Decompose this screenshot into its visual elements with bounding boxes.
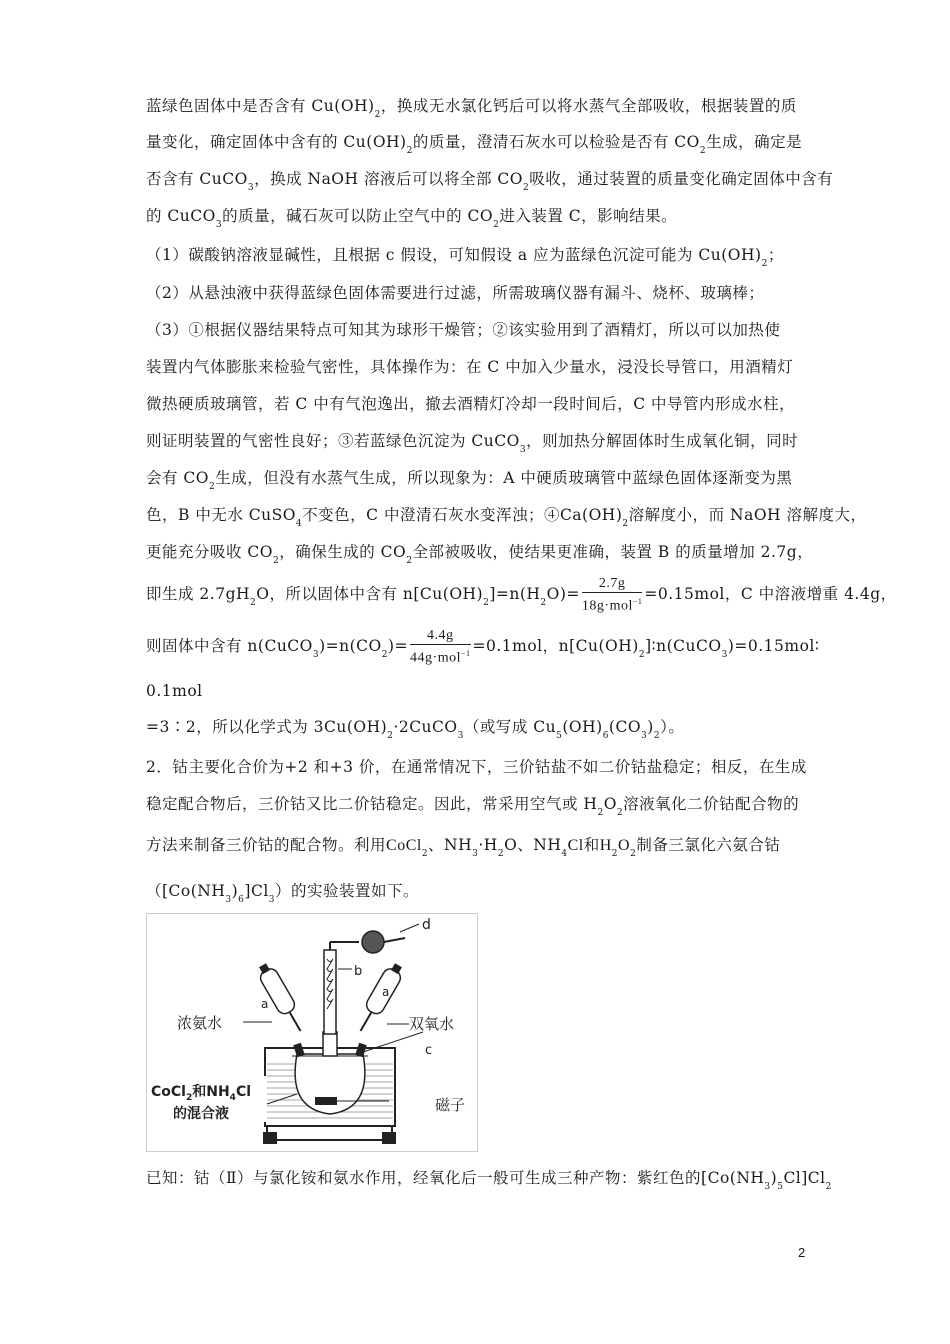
text-line: 微热硬质玻璃管，若 C 中有气泡逸出，撤去酒精灯冷却一段时间后，C 中导管内形成水柱， — [146, 395, 796, 413]
flask-neck-left — [297, 1044, 301, 1056]
text-line: 方法来制备三价钴的配合物。利用CoCl$_2$、$NH_3\cdot H_2O$、$NH_4Cl$和$H_2O_2$制备三氯化六氨合钴 — [146, 836, 781, 859]
apparatus-figure — [146, 913, 478, 1152]
text-line: $([Co(NH_3)_6]Cl_3)$的实验装置如下。 — [146, 882, 420, 905]
drying-tube-outlet — [384, 938, 405, 942]
text-line: =3∶2，所以化学式为 $3Cu(OH)_2\cdot 2CuCO_3$（或写成 $Cu_5(OH)_6(CO_3)_2$）。 — [146, 718, 685, 741]
mixture-label-line1: CoCl$_2$和$NH_4Cl$ — [151, 1084, 252, 1103]
text-line-fraction: 即生成 $2.7gH_2O$，所以固体中含有 $n[Cu(OH)_2]=n(H_2O)=$ $\frac{2.7g}{18g\cdot mol^{-1}}$ =0.15mol，C 中溶液增重 4.4g， — [146, 576, 897, 614]
text-line: 已知：钴（Ⅱ）与氯化铵和氨水作用，经氧化后一般可生成三种产物：紫红色的$[Co(NH_3)_5Cl]Cl_2$ — [146, 1169, 832, 1192]
page-number: 2 — [798, 1245, 806, 1260]
fraction: $\frac{2.7g}{18g\cdot mol^{-1}}$ — [581, 576, 643, 614]
flask-neck-center — [323, 1032, 337, 1056]
text-line-fraction: 则固体中含有 $n(CuCO_3)=n(CO_2)=$ $\frac{4.4g}{44g\cdot mol^{-1}}$ =0.1mol，$n[Cu(OH)_2]∶n(CuCO_3)=0.15mol∶$ — [146, 628, 820, 666]
label-a-left: a — [261, 997, 269, 1011]
text-line: 量变化，确定固体中含有的 $Cu(OH)_2$的质量，澄清石灰水可以检验是否有 $CO_2$生成，确定是 — [146, 133, 803, 156]
stir-bar — [315, 1097, 337, 1105]
text-line: 否含有 CuCO$_3$，换成 NaOH 溶液后可以将全部 $CO_2$吸收，通过装置的质量变化确定固体中含有 — [146, 170, 834, 193]
apparatus-diagram — [147, 914, 477, 1151]
text-line: 装置内气体膨胀来检验气密性，具体操作为：在 C 中加入少量水，浸没长导管口，用酒精灯 — [146, 358, 794, 376]
text-line: 色，B 中无水 CuSO$_4$不变色，C 中澄清石灰水变浑浊；$④Ca(OH)_2$溶解度小，而 NaOH 溶解度大， — [146, 506, 867, 529]
label-d: d — [422, 917, 431, 933]
mixture-label-line2: 的混合液 — [173, 1106, 229, 1122]
heater-foot — [382, 1132, 396, 1144]
left-funnel-label: 浓氨水 — [177, 1014, 223, 1032]
fraction: $\frac{4.4g}{44g\cdot mol^{-1}}$ — [410, 628, 471, 666]
text-line: 更能充分吸收 $CO_2$，确保生成的 $CO_2$全部被吸收，使结果更准确，装置 B 的质量增加 2.7g， — [146, 543, 814, 566]
heater-foot — [263, 1132, 277, 1144]
label-a-right: a — [382, 985, 390, 999]
text-line: 蓝绿色固体中是否含有 $Cu(OH)_2$，换成无水氯化钙后可以将水蒸气全部吸收，根据装置的质 — [146, 97, 797, 120]
text-line: 的 CuCO$_3$的质量，碱石灰可以防止空气中的 $CO_2$进入装置 C，影响结果。 — [146, 207, 678, 230]
text-line: （2）从悬浊液中获得蓝绿色固体需要进行过滤，所需玻璃仪器有漏斗、烧杯、玻璃棒； — [146, 284, 765, 302]
text-line: 2．钴主要化合价为+2 和+3 价，在通常情况下，三价钴盐不如二价钴盐稳定；相反，在生成 — [146, 758, 807, 776]
text-line: 则证明装置的气密性良好；③若蓝绿色沉淀为 CuCO$_3$，则加热分解固体时生成氧化铜，同时 — [146, 432, 799, 455]
label-d-pointer — [400, 924, 419, 932]
text-line: 0.1mol — [146, 682, 203, 700]
label-b: b — [354, 964, 363, 979]
label-c: c — [425, 1043, 433, 1058]
flask-neck-right — [359, 1044, 363, 1056]
right-funnel-label: 双氧水 — [409, 1015, 455, 1033]
heater-base — [267, 1126, 392, 1140]
text-line: 稳定配合物后，三价钴又比二价钴稳定。因此，常采用空气或 $H_2O_2$溶液氧化二价钴配合物的 — [146, 795, 800, 818]
stir-bar-label: 磁子 — [435, 1096, 466, 1114]
text-line: （1）碳酸钠溶液显碱性，且根据 c 假设，可知假设 a 应为蓝绿色沉淀可能为 $Cu(OH)_2$； — [146, 246, 784, 269]
text-line: 会有 $CO_2$生成，但没有水蒸气生成，所以现象为：A 中硬质玻璃管中蓝绿色固体逐渐变为黑 — [146, 469, 793, 492]
text-line: （3）①根据仪器结果特点可知其为球形干燥管；②该实验用到了酒精灯，所以可以加热使 — [146, 321, 781, 339]
drying-tube-bulb — [362, 931, 384, 953]
